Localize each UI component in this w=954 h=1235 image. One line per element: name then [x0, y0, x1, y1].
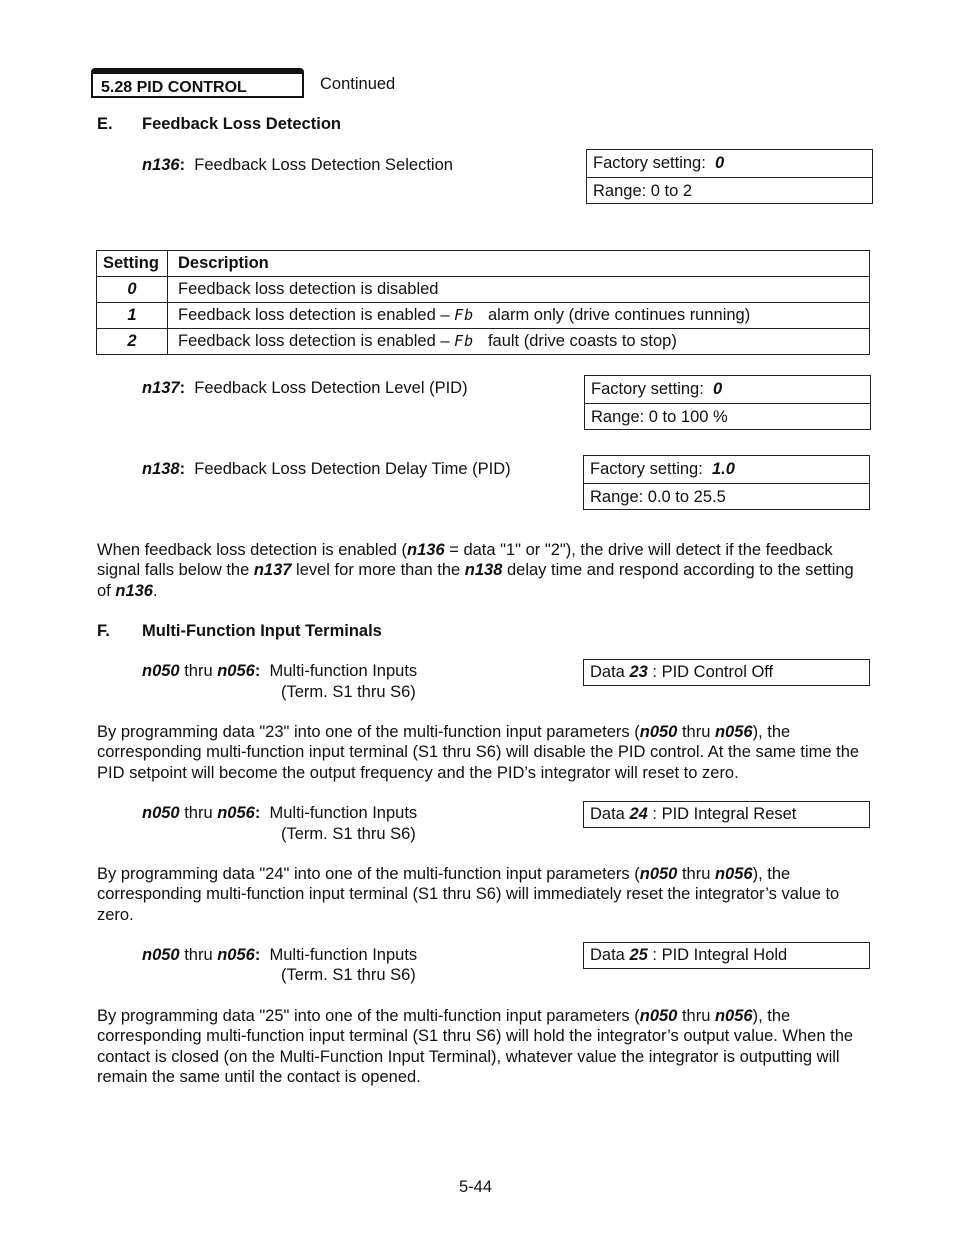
data-setting: Data 24 : PID Integral Reset: [590, 805, 797, 823]
param-n138: n138: Feedback Loss Detection Delay Time (PID): [142, 460, 511, 478]
param-mf-sub: (Term. S1 thru S6): [281, 683, 416, 701]
section-header-tab: [91, 68, 304, 98]
col-setting-header: Setting: [97, 251, 168, 277]
data-24-box: [583, 801, 870, 828]
data-setting: Data 23 : PID Control Off: [590, 663, 774, 681]
factory-setting: Factory setting: 1.0: [590, 460, 735, 478]
param-mf-sub: (Term. S1 thru S6): [281, 825, 416, 843]
table-header-row: [97, 251, 870, 277]
continued-label: Continued: [320, 75, 396, 93]
setting-description: Feedback loss detection is enabled – Fb fault (drive coasts to stop): [168, 329, 870, 355]
fb-display-code: Fb: [454, 306, 475, 324]
data-23-paragraph: By programming data "23" into one of the multi-function input parameters (n050 thru n056), the corresponding multi-function input terminal (S1 thru S6) will disable the PID control. At the same time the PID setpoint will become the output frequency and the PID’s integrator will reset to zero.: [97, 723, 860, 782]
setting-value: 2: [97, 329, 168, 355]
factory-setting: Factory setting: 0: [593, 154, 725, 172]
data-24-paragraph: By programming data "24" into one of the multi-function input parameters (n050 thru n056), the corresponding multi-function input terminal (S1 thru S6) will immediately reset the integrator’s value to zero.: [97, 865, 840, 924]
setting-description: Feedback loss detection is disabled: [168, 277, 870, 303]
setting-description: Feedback loss detection is enabled – Fb alarm only (drive continues running): [168, 303, 870, 329]
range: Range: 0 to 2: [587, 177, 872, 204]
table-row: [97, 329, 870, 355]
data-23-box: [583, 659, 870, 686]
param-mf-inputs: n050 thru n056: Multi-function Inputs: [142, 662, 418, 680]
param-mf-sub: (Term. S1 thru S6): [281, 966, 416, 984]
data-25-paragraph: By programming data "25" into one of the multi-function input parameters (n050 thru n056), the corresponding multi-function input terminal (S1 thru S6) will hold the integrator’s output value. When the contact is closed (on the Multi-Function Input Terminal), whatever value the integrator is outputting will remain the same until the contact is opened.: [97, 1007, 854, 1086]
factory-setting: Factory setting: 0: [591, 380, 723, 398]
section-e-title: Feedback Loss Detection: [142, 115, 341, 133]
range: Range: 0.0 to 25.5: [584, 483, 869, 510]
n136-settings-box: [586, 149, 873, 204]
section-title: 5.28 PID CONTROL: [101, 79, 247, 96]
data-25-box: [583, 942, 870, 969]
param-mf-inputs: n050 thru n056: Multi-function Inputs: [142, 946, 418, 964]
table-row: [97, 277, 870, 303]
table-row: [97, 303, 870, 329]
feedback-loss-paragraph: When feedback loss detection is enabled (n136 = data "1" or "2"), the drive will detect if the feedback signal falls below the n137 level for more than the n138 delay time and respond according to the setting of n136.: [97, 541, 854, 600]
section-f-letter: F.: [97, 622, 110, 640]
col-description-header: Description: [168, 251, 870, 277]
param-n137: n137: Feedback Loss Detection Level (PID): [142, 379, 468, 397]
page-number: 5-44: [459, 1178, 493, 1196]
section-f-title: Multi-Function Input Terminals: [142, 622, 382, 640]
fb-display-code: Fb: [454, 332, 475, 350]
n138-settings-box: [583, 455, 870, 510]
param-mf-inputs: n050 thru n056: Multi-function Inputs: [142, 804, 418, 822]
settings-table: [96, 250, 870, 355]
range: Range: 0 to 100 %: [585, 403, 870, 430]
setting-value: 0: [97, 277, 168, 303]
setting-value: 1: [97, 303, 168, 329]
data-setting: Data 25 : PID Integral Hold: [590, 946, 788, 964]
param-n136: n136: Feedback Loss Detection Selection: [142, 156, 453, 174]
section-e-letter: E.: [97, 115, 113, 133]
n137-settings-box: [584, 375, 871, 430]
